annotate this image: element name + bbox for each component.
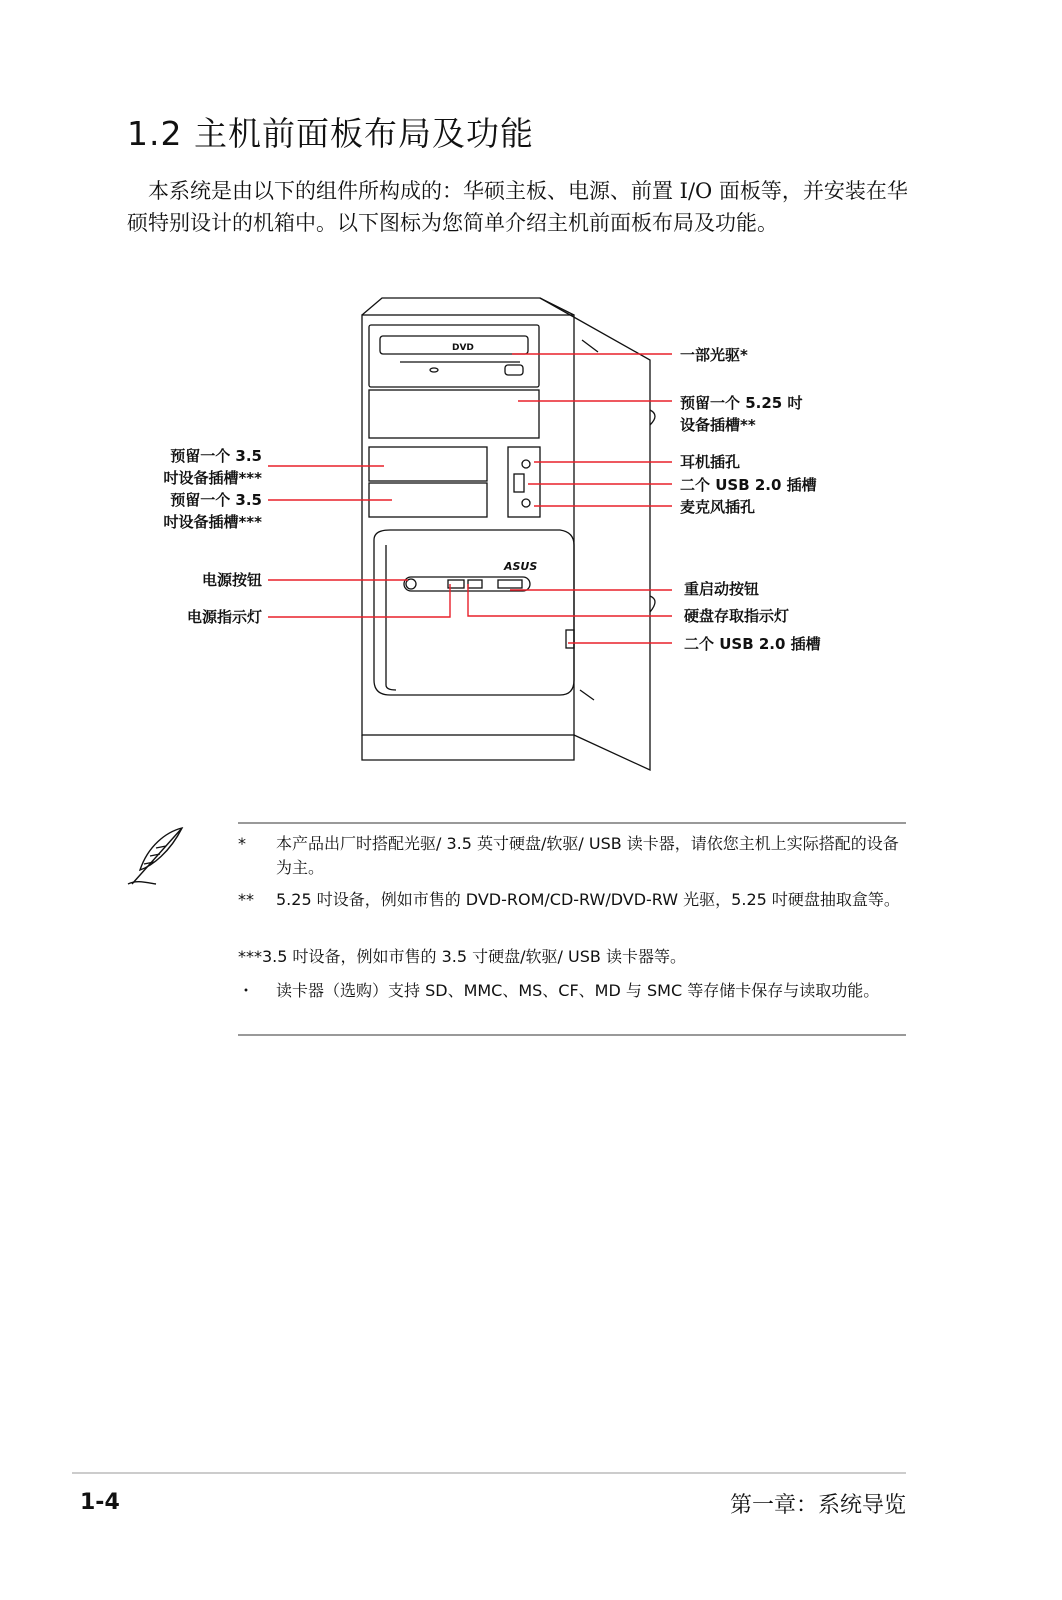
label-usb-top: 二个 USB 2.0 插槽: [680, 476, 817, 494]
note-text: ***3.5 吋设备，例如市售的 3.5 寸硬盘/软驱/ USB 读卡器等。: [238, 947, 686, 966]
case-base: [362, 735, 574, 760]
usb-ports-top: [514, 474, 524, 492]
label-power-button: 电源按钮: [201, 571, 262, 589]
notes-bottom-rule: [238, 1034, 906, 1036]
label-usb-side: 二个 USB 2.0 插槽: [684, 635, 821, 653]
callout-power-led: [268, 584, 450, 617]
note-text: 5.25 吋设备，例如市售的 DVD-ROM/CD-RW/DVD-RW 光驱，5.25 吋硬盘抽取盒等。: [276, 890, 900, 909]
label-bay-525-l2: 设备插槽**: [680, 416, 756, 434]
note-text: 本产品出厂时搭配光驱/ 3.5 英寸硬盘/软驱/ USB 读卡器，请依您主机上实际搭配的设备为主。: [276, 834, 899, 877]
note-item-1: [238, 832, 906, 880]
note-quill-icon: [126, 826, 186, 888]
note-marker: **: [238, 890, 254, 909]
note-item-2: [238, 888, 906, 912]
label-bay35b-l2: 吋设备插槽***: [163, 513, 262, 531]
note-item-3: [238, 945, 906, 969]
label-reset: 重启动按钮: [684, 580, 760, 598]
footer-rule: [72, 1472, 906, 1474]
label-bay-525-l1: 预留一个 5.25 吋: [680, 394, 803, 412]
note-marker: *: [238, 834, 246, 853]
case-top-edge: [362, 298, 574, 315]
chapter-title: 第一章：系统导览: [729, 1493, 906, 1518]
note-item-4: [238, 979, 906, 1003]
callout-hdd-led: [468, 584, 672, 616]
label-mic: 麦克风插孔: [680, 498, 756, 516]
dvd-logo: DVD: [452, 343, 474, 353]
label-optical-drive: 一部光驱*: [680, 346, 748, 364]
label-bay35a-l2: 吋设备插槽***: [163, 469, 262, 487]
headphone-jack: [522, 460, 530, 468]
notes-top-rule: [238, 822, 906, 824]
label-bay35a-l1: 预留一个 3.5: [170, 447, 262, 465]
label-power-led: 电源指示灯: [186, 608, 262, 626]
section-title: 1.2 主机前面板布局及功能: [127, 114, 534, 153]
label-headphone: 耳机插孔: [680, 453, 741, 471]
note-text: 读卡器（选购）支持 SD、MMC、MS、CF、MD 与 SMC 等存储卡保存与读取功能。: [276, 981, 880, 1000]
case-front-face: [362, 315, 574, 735]
note-marker: ・: [238, 981, 255, 1000]
usb-ports-side: [566, 630, 574, 648]
optical-drive: [369, 325, 539, 387]
intro-paragraph: 本系统是由以下的组件所构成的：华硕主板、电源、前置 I/O 面板等，并安装在华硕特别设计的机箱中。以下图标为您简单介绍主机前面板布局及功能。: [127, 179, 908, 235]
asus-logo: ASUS: [504, 560, 538, 573]
page-number: 1-4: [80, 1490, 120, 1515]
lower-bezel: [374, 530, 574, 695]
control-strip: [404, 577, 530, 591]
case-side-panel: [540, 298, 650, 770]
eject-button: [505, 365, 523, 375]
mic-jack: [522, 499, 530, 507]
label-bay35b-l1: 预留一个 3.5: [170, 491, 262, 509]
reset-button-shape: [498, 580, 522, 588]
bay-525: [369, 390, 539, 438]
label-hdd-led: 硬盘存取指示灯: [684, 607, 790, 625]
bay-35-upper: [369, 447, 487, 481]
